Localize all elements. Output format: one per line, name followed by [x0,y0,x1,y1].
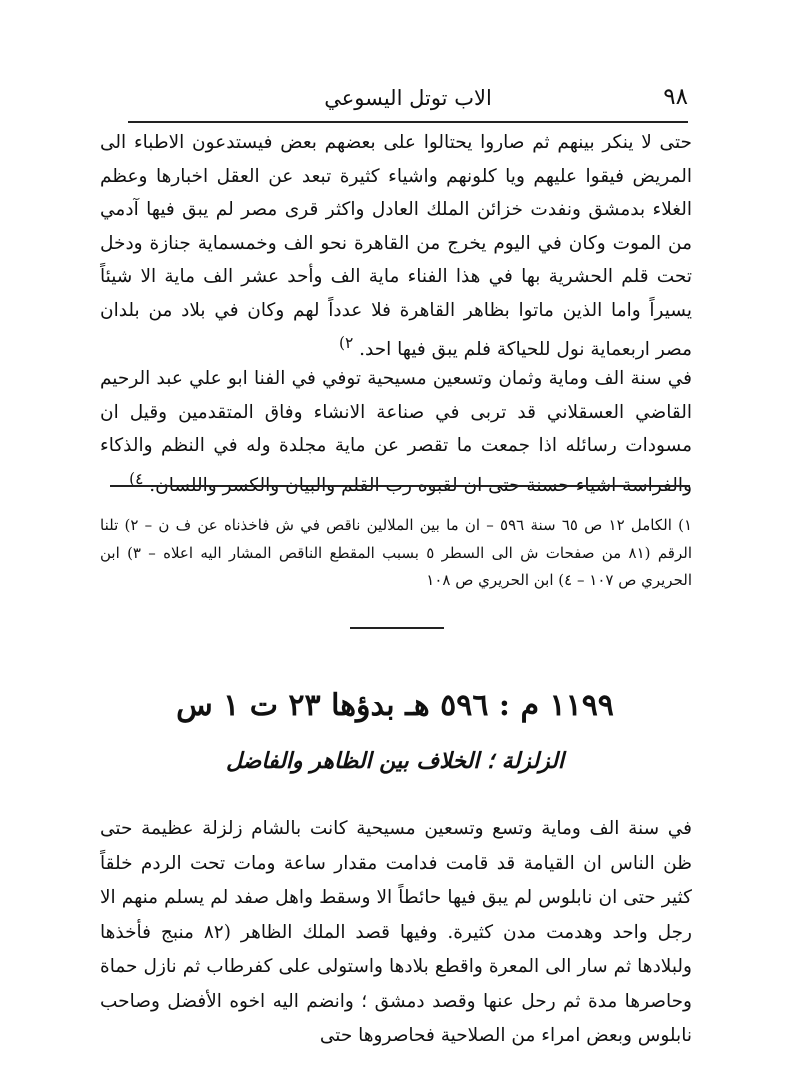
section-date-line: ١١٩٩ م : ٥٩٦ هـ بدؤها ٢٣ ت ١ س [176,688,614,723]
paragraph-text: في سنة الف وماية وتسع وتسعين مسيحية كانت بالشام زلزلة عظيمة حتى ظن الناس ان القيامة قد قامت فدامت مقدار ساعة ومات تحت الردم خلقاً كثير حتى ان نابلوس لم يبق فيها حائطاً الا وسقط واهل صفد لم يسلم منهم الا رجل واحد وهدمت مدن كثيرة. وفيها قصد الملك الظاهر (٨٢ منبج فأخذها ولبلادها ثم سار الى المعرة واقطع بلادها واستولى على كفرطاب ثم نازل حماة وحاصرها مدة ثم رحل عنها وقصد دمشق ؛ وانضم اليه اخوه الأفضل وصاحب نابلوس وبعض امراء من الصلاحية فحاصروها حتى [100,818,692,1046]
section-separator [350,627,444,629]
footnotes: ١) الكامل ١٢ ص ٦٥ سنة ٥٩٦ – ان ما بين الملالين ناقص في ش فاخذناه عن ف ن – ٢) تلنا الرقم (٨١ من صفحات ش الى السطر ٥ بسبب المقطع الناقص المشار اليه اعلاه – ٣) ابن الحريري ص ١٠٧ – ٤) ابن الحريري ص ١٠٨ [100,516,693,589]
section-title: الزلزلة ؛ الخلاف بين الظاهر والفاضل [226,748,564,774]
paragraph-famine [100,126,692,367]
page-number: ٩٨ [663,84,688,110]
footnote-rule [110,485,690,487]
footnote-marker: ٢) [338,334,354,352]
footnote-marker: ٤) [129,469,144,488]
paragraph-text: في سنة الف وماية وثمان وتسعين مسيحية توفي في الفنا ابو علي عبد الرحيم القاضي العسقلاني قد تربى في صناعة الانشاء وفاق المتقدمين وقيل ان مسودات رسائله اذا جمعت ما تقصر عن ماية مجلدة وله في النظم والذكاء والفراسة اشياء حسنة حتى ان لقبوه رب القلم والبيان والكسر واللسان. [100,368,692,496]
header-rule [128,121,688,123]
paragraph-earthquake [100,812,692,1054]
paragraph-text: حتى لا ينكر بينهم ثم صاروا يحتالوا على بعضهم بعض فيستدعون الاطباء الى المريض فيقوا عليهم ويا كلونهم واشياء كثيرة تبعد عن العقل اخبارها وعظم الغلاء بدمشق ونفدت خزائن الملك العادل واكثر قرى مصر لم يبق فيها آدمي من الموت وكان في اليوم يخرج من القاهرة نحو الف وخمسماية جنازة ودخل تحت قلم الحشرية بها في هذا الفناء ماية الف وأحد عشر الف ماية الا شيئاً يسيراً واما الذين ماتوا بظاهر القاهرة فلا عدداً لهم وكان في بلاد من بلدان مصر اربعماية نول للحياكة فلم يبق فيها احد. [100,132,692,361]
running-title: الاب توتل اليسوعي [324,86,492,110]
paragraph-qadi-fadil [100,362,692,502]
page-header [128,84,688,118]
